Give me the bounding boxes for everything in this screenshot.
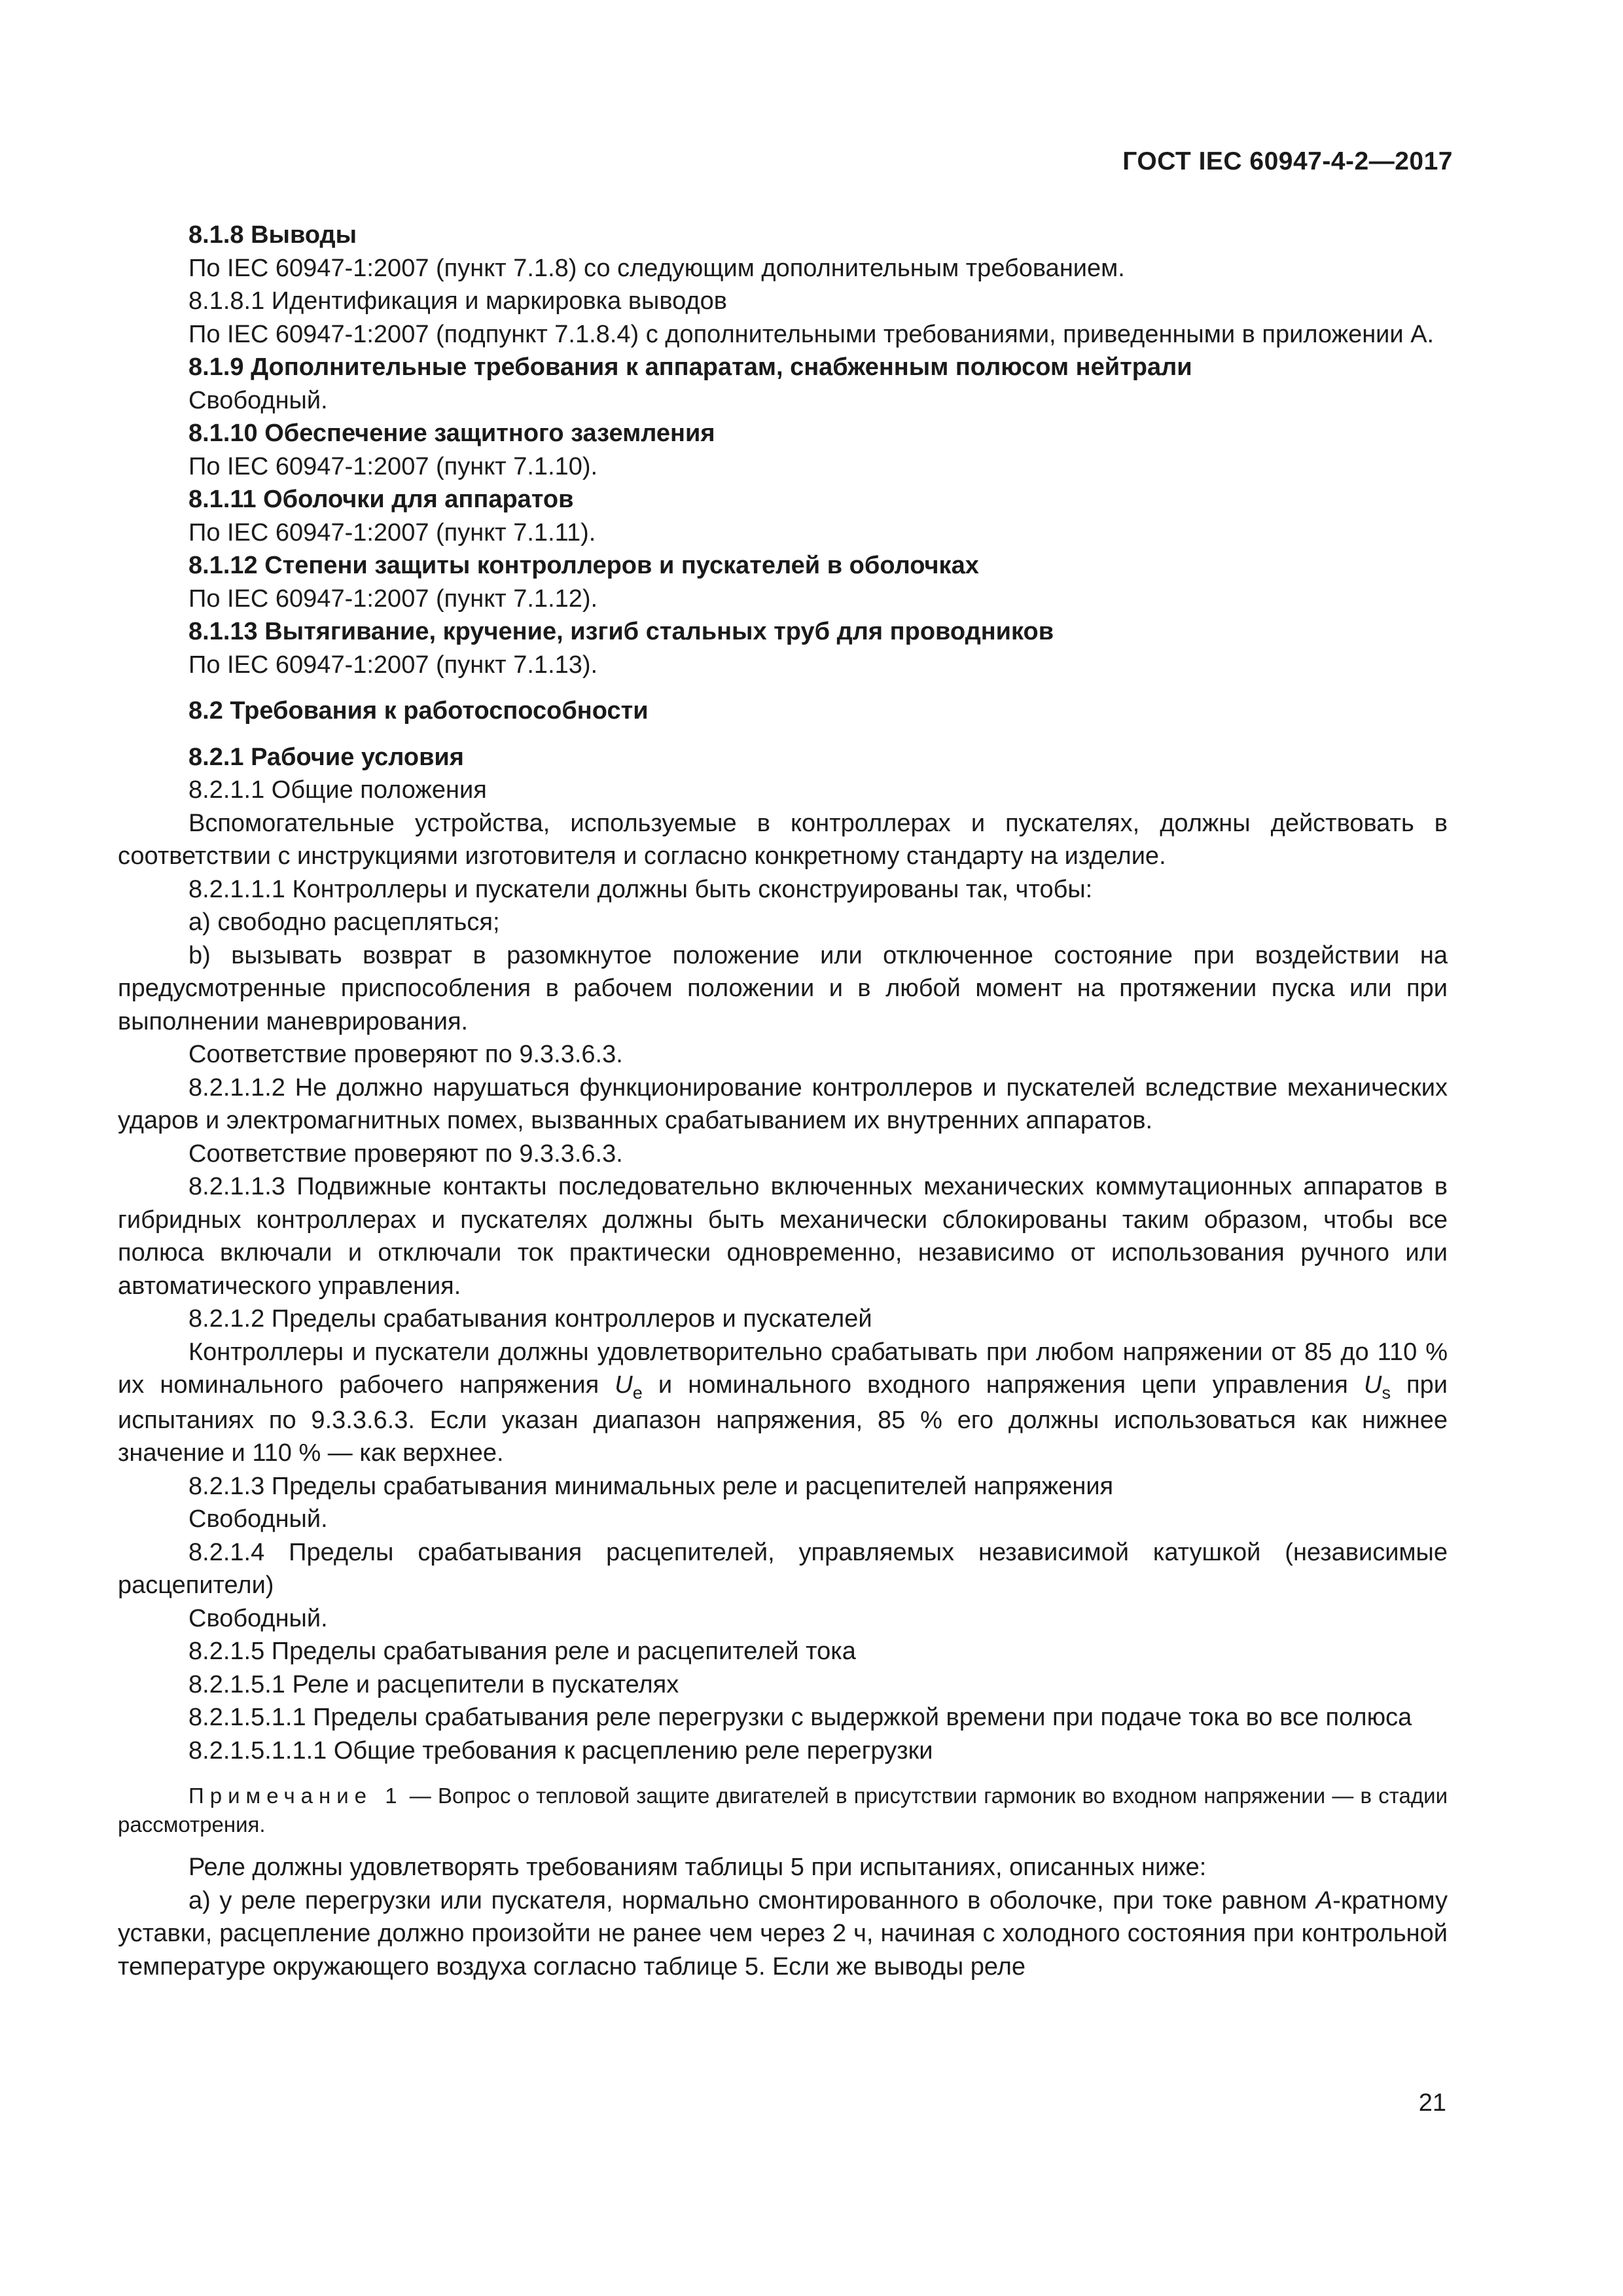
section-heading-8-1-10: 8.1.10 Обеспечение защитного заземления: [188, 420, 715, 447]
symbol-ue: U: [615, 1371, 633, 1399]
paragraph: По IEC 60947-1:2007 (пункт 7.1.13).: [188, 651, 598, 679]
section-heading-8-2-1: 8.2.1 Рабочие условия: [188, 743, 464, 771]
paragraph: По IEC 60947-1:2007 (пункт 7.1.10).: [188, 452, 598, 480]
paragraph: 8.2.1.1.1 Контроллеры и пускатели должны быть сконструированы так, чтобы:: [188, 875, 1093, 903]
paragraph: 8.2.1.3 Пределы срабатывания минимальных реле и расцепителей напряжения: [188, 1472, 1114, 1500]
paragraph: 8.2.1.4 Пределы срабатывания расцепителей, управляемых независимой катушкой (независимые расцепители): [118, 1538, 1448, 1599]
paragraph: Свободный.: [188, 1604, 328, 1632]
paragraph: По IEC 60947-1:2007 (подпункт 7.1.8.4) с дополнительными требованиями, приведенными в приложении А.: [188, 320, 1435, 348]
text-run: -кратному уставки, расцепление должно произойти не ранее чем через 2 ч, начиная с холодного состояния при контрольной температуре окружающего воздуха согласно таблице 5. Если же выводы реле: [118, 1886, 1448, 1981]
text-run: a) у реле перегрузки или пускателя, нормально смонтированного в оболочке, при токе равном: [188, 1886, 1316, 1914]
paragraph: 8.2.1.5.1 Реле и расцепители в пускателях: [188, 1670, 679, 1698]
paragraph: По IEC 60947-1:2007 (пункт 7.1.11).: [188, 518, 596, 547]
paragraph: По IEC 60947-1:2007 (пункт 7.1.8) со следующим дополнительным требованием.: [188, 254, 1125, 282]
paragraph: 8.2.1.5 Пределы срабатывания реле и расцепителей тока: [188, 1638, 856, 1665]
paragraph: Соответствие проверяют по 9.3.3.6.3.: [188, 1139, 623, 1168]
paragraph: 8.2.1.1 Общие положения: [188, 776, 487, 804]
page-number: 21: [1418, 2089, 1446, 2117]
paragraph: Реле должны удовлетворять требованиям таблицы 5 при испытаниях, описанных ниже:: [188, 1854, 1207, 1881]
paragraph: 8.2.1.5.1.1 Пределы срабатывания реле перегрузки с выдержкой времени при подаче тока во все полюса: [188, 1704, 1412, 1731]
paragraph: Свободный.: [188, 1505, 328, 1533]
paragraph: Вспомогательные устройства, используемые в контроллерах и пускателях, должны действовать в соответствии с инструкциями изготовителя и согласно конкретному стандарту на изделие.: [118, 809, 1448, 870]
paragraph: 8.2.1.2 Пределы срабатывания контроллеров и пускателей: [188, 1305, 872, 1333]
paragraph: Свободный.: [188, 386, 328, 414]
paragraph: 8.2.1.1.2 Не должно нарушаться функционирование контроллеров и пускателей вследствие механических ударов и электромагнитных помех, вызванных срабатыванием их внутренних аппаратов.: [118, 1073, 1448, 1134]
list-item: a) свободно расцепляться;: [188, 908, 500, 936]
paragraph-voltage-limits: [118, 1336, 1448, 1470]
document-body: [118, 219, 1448, 1983]
note-label: Примечание 1: [188, 1784, 403, 1808]
section-heading-8-1-13: 8.1.13 Вытягивание, кручение, изгиб стальных труб для проводников: [188, 618, 1054, 645]
note-text: — Вопрос о тепловой защите двигателей в присутствии гармоник во входном напряжении — в стадии рассмотрения.: [118, 1784, 1448, 1837]
symbol-ue-subscript: e: [632, 1383, 643, 1403]
symbol-us-subscript: s: [1382, 1383, 1391, 1403]
text-run: при испытаниях по 9.3.3.6.3. Если указан диапазон напряжения, 85 % его должны использоваться как нижнее значение и 110 % — как верхнее.: [118, 1371, 1448, 1467]
note: [118, 1782, 1448, 1839]
list-item: [118, 1884, 1448, 1984]
text-run: Контроллеры и пускатели должны удовлетворительно срабатывать при любом напряжении от 85 до 110 % их номинального рабочего напряжения: [118, 1338, 1448, 1399]
paragraph: 8.2.1.1.3 Подвижные контакты последовательно включенных механических коммутационных аппаратов в гибридных контроллерах и пускателях должны быть механически сблокированы таким образом, чтобы все полюса включали и отключали ток практически одновременно, независимо от использования ручного или автоматического управления.: [118, 1173, 1448, 1300]
paragraph: Соответствие проверяют по 9.3.3.6.3.: [188, 1041, 623, 1068]
paragraph: По IEC 60947-1:2007 (пункт 7.1.12).: [188, 584, 598, 613]
section-heading-8-1-8: 8.1.8 Выводы: [188, 221, 357, 249]
section-heading-8-1-11: 8.1.11 Оболочки для аппаратов: [188, 486, 574, 513]
paragraph: 8.1.8.1 Идентификация и маркировка выводов: [188, 287, 727, 315]
symbol-a: A: [1315, 1886, 1333, 1914]
paragraph: 8.2.1.5.1.1.1 Общие требования к расцеплению реле перегрузки: [188, 1736, 933, 1765]
list-item: b) вызывать возврат в разомкнутое положение или отключенное состояние при воздействии на предусмотренные приспособления в рабочем положении и в любой момент на протяжении пуска или при выполнении маневрирования.: [118, 941, 1448, 1035]
section-heading-8-1-12: 8.1.12 Степени защиты контроллеров и пускателей в оболочках: [188, 552, 979, 579]
section-heading-8-2: 8.2 Требования к работоспособности: [188, 697, 649, 725]
document-header: ГОСТ IEC 60947-4-2—2017: [1122, 147, 1453, 175]
section-heading-8-1-9: 8.1.9 Дополнительные требования к аппаратам, снабженным полюсом нейтрали: [188, 353, 1192, 381]
text-run: и номинального входного напряжения цепи управления: [642, 1371, 1364, 1399]
symbol-us: U: [1363, 1371, 1382, 1399]
